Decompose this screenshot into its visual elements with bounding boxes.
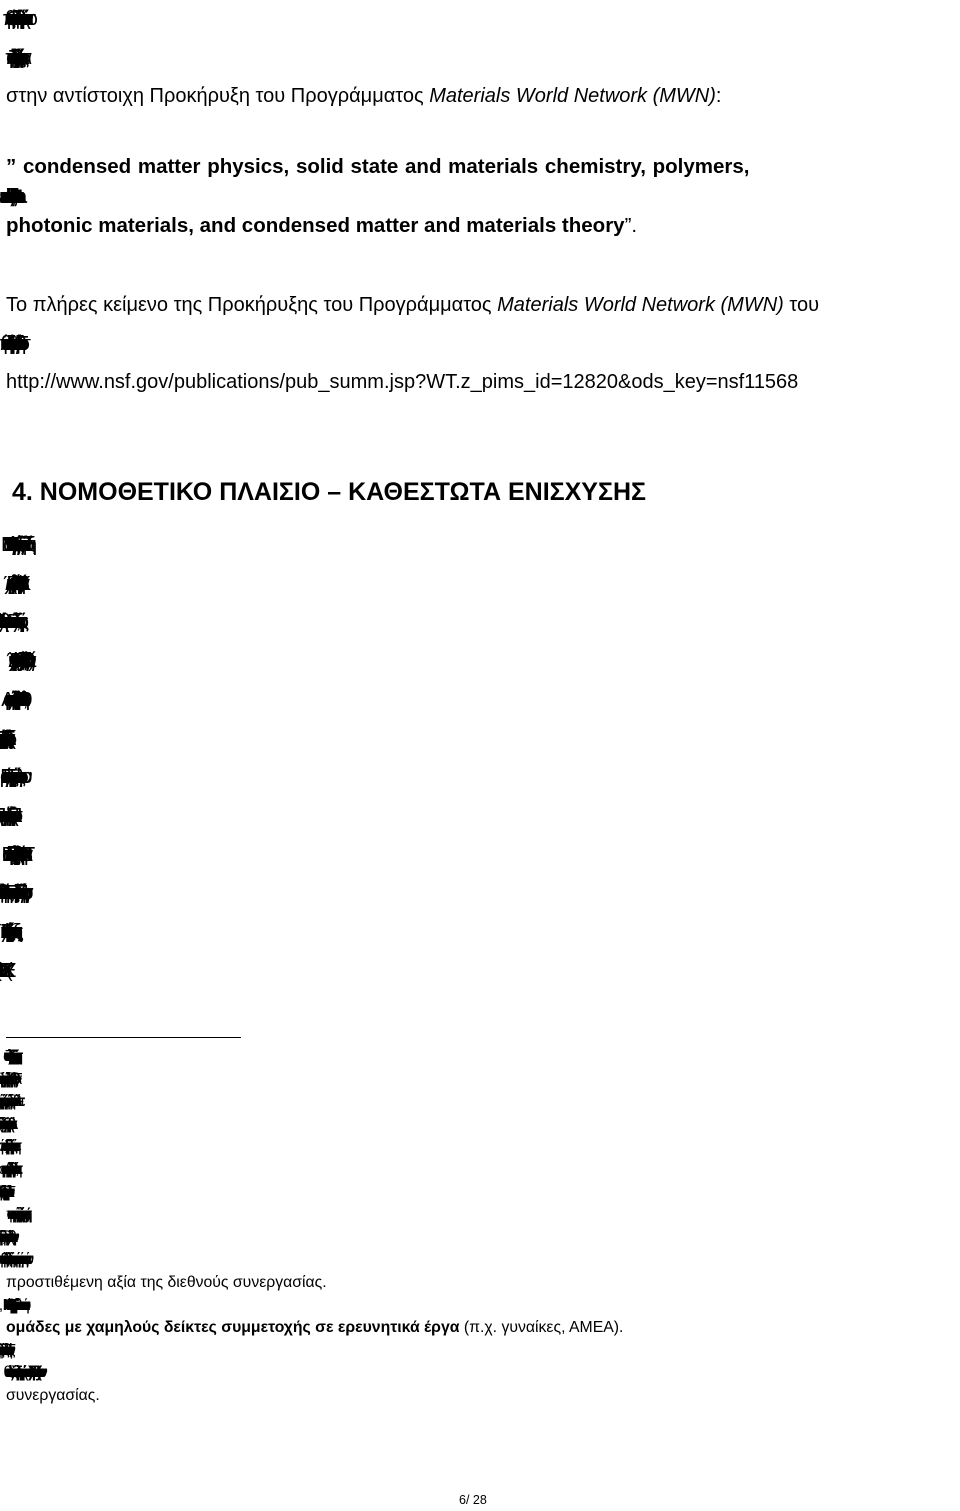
quote-line [6, 182, 948, 212]
legal-line: Επιχειρηματικότητα» και των Επιχειρησιακών Προγραμμάτων των Περιφερειών μεταβατικής [6, 804, 7, 827]
fulltext-paragraph [6, 286, 948, 402]
intro-line: στην αντίστοιχη Προκήρυξη του Προγράμματος Materials World Network (MWN): [6, 85, 722, 108]
footnote-line: συνεργασίας. [6, 1386, 100, 1404]
footnote-line [6, 1091, 948, 1114]
footnote-separator [6, 1037, 241, 1038]
quote-line: ” condensed matter physics, solid state and materials chemistry, polymers, [6, 155, 750, 178]
legal-line: (Ε.Υ.Δ.Ε..Ε.Τ.Α.Κ.) του Υπουργείου Παιδείας, Δια Βίου Μάθησης και Θρησκευμάτων (ΦΕΚ [6, 959, 7, 982]
footnote-line [6, 1159, 948, 1182]
footnote-line: το NSF ενθαρρύνει τη συνεργασία με πρόσωπα που ανήκουν σε [6, 1296, 21, 1314]
legal-line [6, 720, 948, 759]
quote-line: photonic materials, and condensed matter and materials theory”. [6, 214, 638, 238]
footnote-line: ομάδες με χαμηλούς δείκτες συμμετοχής σε ερευνητικά έργα (π.χ. γυναίκες, ΑΜΕΑ). [6, 1319, 624, 1337]
page-number: 6/ 28 [459, 1493, 487, 1507]
footnote-line: προσφέρουν στους συμμετέχοντες φοιτητέςνέους ερευνητές [6, 1206, 25, 1224]
section-heading: 4. ΝΟΜΟΘΕΤΙΚΟ ΠΛΑΙΣΙΟ – ΚΑΘΕΣΤΩΤΑ ΕΝΙΣΧΥΣΗΣ [12, 478, 647, 506]
fulltext-line: Το πλήρες κείμενο της Προκήρυξης του Προγράμματος Materials World Network (MWN) του [6, 294, 820, 316]
footnote-line [6, 1114, 948, 1137]
footnote-line: σε μια διεθνή εμπειρία έρευνας και εκπαίδευσης, ενώ παράλληλα θα ενισχύουν τη διαδικασία [6, 1228, 7, 1246]
footnote-line [6, 1136, 948, 1159]
legal-framework-paragraph [6, 526, 948, 990]
footnote [6, 1046, 948, 1408]
legal-line [6, 681, 948, 720]
footnote-line: προστιθέμενη αξία της διεθνούς συνεργασίας. [6, 1273, 327, 1291]
footnote-line: Τέλος, ιδιαίτερο ενδιαφέρον για το NSF παρουσιάζουν εκείνες οι προτάσεις που προβλέπουν την [6, 1341, 7, 1359]
footnote-line: ανάπτυξη ηλεκτρονικών υποδομών (cyber infrastructures) [6, 1364, 26, 1382]
nsf-url-link[interactable]: http://www.nsf.gov/publications/pub_summ.jsp?WT.z_pims_id=12820&ods_key=nsf11568 [6, 371, 799, 394]
footnote-line [6, 1249, 948, 1272]
legal-line: Τεχνολογικής Έρευνας [6, 572, 14, 595]
intro-line: κάτωθι προγραμματικές περιοχές έρευνας στον Τομέα των Υλικών, όπως αυτές ορίζονται [6, 46, 7, 69]
legal-line: Η παρούσα Πράξη διέπεται από i) τον Ν.1514/1985 « [6, 534, 8, 556]
legal-line [6, 758, 948, 797]
legal-line: Έρευνας και Τεχνολογίας με την παραγωγή και άλλες διατάξεις [6, 650, 13, 673]
research-areas-quote [6, 152, 948, 241]
legal-line [6, 836, 948, 875]
footnote-line [6, 1069, 948, 1092]
intro-paragraph [6, 0, 948, 116]
legal-line: Σύνδεση [6, 611, 16, 634]
legal-line: Εφαρμογής των δράσεων του Υπουργείου Παιδείας, Δια Βίου Μάθησης και Θρησκευμάτων [6, 882, 7, 905]
footnote-line [6, 1182, 948, 1205]
intro-line: Οι προτάσεις που θα υποβληθούν θα πρέπει υποχρεωτικά να εντάσσονται θεματικά στις [6, 8, 7, 30]
fulltext-line [6, 325, 948, 364]
footnote-line: περιοχή τους πρόταση για την υποστήριξη αυτής της από την πλευρά τους συνεργασίας [6, 1048, 14, 1065]
legal-line [6, 913, 948, 952]
